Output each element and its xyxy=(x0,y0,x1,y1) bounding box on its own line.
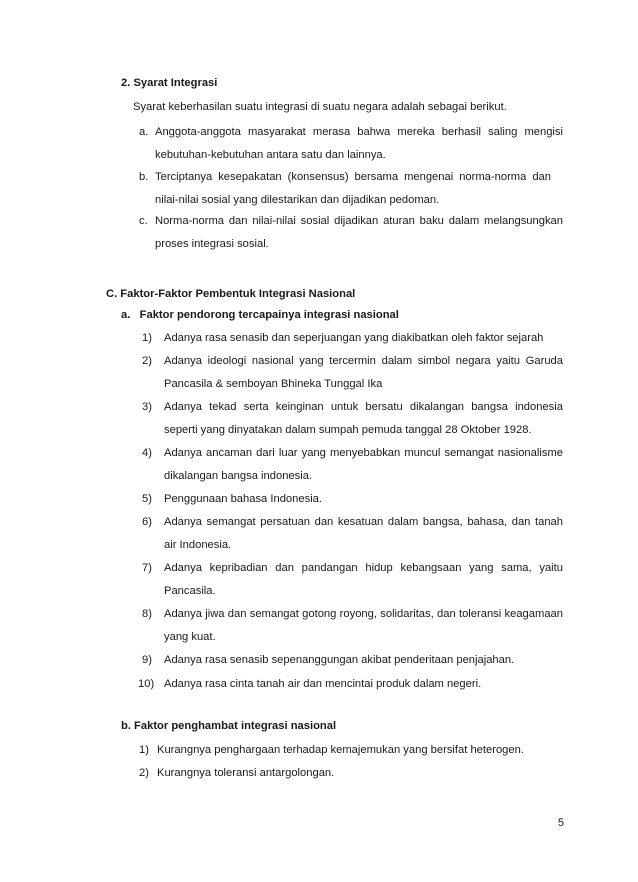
list-item-text: Adanya ancaman dari luar yang menyebabkan muncul semangat nasionalisme dikalangan bangsa indonesia. xyxy=(164,447,563,482)
list-item-text: Penggunaan bahasa Indonesia. xyxy=(164,493,323,505)
list-item-text: Norma-norma dan nilai-nilai sosial dijadikan aturan baku dalam melangsungkan proses integrasi sosial. xyxy=(155,215,563,250)
list-item xyxy=(139,210,563,256)
list-marker: 8) xyxy=(142,608,152,620)
section-heading-faktor-pembentuk: C. Faktor-Faktor Pembentuk Integrasi Nasional xyxy=(106,288,356,300)
list-item xyxy=(142,488,563,511)
list-item xyxy=(142,442,563,488)
list-item xyxy=(139,762,563,785)
subsection-heading-pendorong: a. Faktor pendorong tercapainya integrasi nasional xyxy=(121,309,399,321)
subsection-heading-penghambat: b. Faktor penghambat integrasi nasional xyxy=(121,720,337,732)
list-item-text: Terciptanya kesepakatan (konsensus) bersama mengenai norma-norma dan nilai-nilai sosial yang dilestarikan dan dijadikan pedoman. xyxy=(155,171,551,206)
list-marker: 7) xyxy=(142,562,152,574)
list-item xyxy=(142,603,563,649)
list-marker: 5) xyxy=(142,493,152,505)
list-marker: 1) xyxy=(139,744,149,756)
list-item xyxy=(142,649,563,672)
list-marker: 2) xyxy=(139,767,149,779)
list-marker: a. xyxy=(139,126,149,138)
section-intro: Syarat keberhasilan suatu integrasi di suatu negara adalah sebagai berikut. xyxy=(133,101,507,113)
page-number: 5 xyxy=(557,817,564,829)
list-item xyxy=(142,511,563,557)
list-item-text: Adanya kepribadian dan pandangan hidup kebangsaan yang sama, yaitu Pancasila. xyxy=(164,562,563,597)
list-item-text: Adanya tekad serta keinginan untuk bersatu dikalangan bangsa indonesia seperti yang dinyatakan dalam sumpah pemuda tanggal 28 Oktober 1928. xyxy=(164,401,563,436)
list-marker: 1) xyxy=(142,332,152,344)
list-item xyxy=(142,350,563,396)
list-item-text: Anggota-anggota masyarakat merasa bahwa mereka berhasil saling mengisi kebutuhan-kebutuhan antara satu dan lainnya. xyxy=(155,126,563,161)
list-item xyxy=(139,121,563,167)
list-marker: 10) xyxy=(138,678,155,690)
list-item-text: Adanya ideologi nasional yang tercermin dalam simbol negara yaitu Garuda Pancasila & semboyan Bhineka Tunggal Ika xyxy=(164,355,563,390)
list-marker: 2) xyxy=(142,355,152,367)
list-item xyxy=(142,327,563,350)
list-item xyxy=(139,166,563,212)
list-item xyxy=(139,739,563,762)
list-item-text: Adanya jiwa dan semangat gotong royong, solidaritas, dan toleransi keagamaan yang kuat. xyxy=(164,608,563,643)
list-item xyxy=(138,673,563,696)
list-item-text: Adanya rasa senasib sepenanggungan akibat penderitaan penjajahan. xyxy=(164,654,515,666)
list-marker: 3) xyxy=(142,401,152,413)
list-marker: 4) xyxy=(142,447,152,459)
list-marker: c. xyxy=(139,215,148,227)
list-marker: b. xyxy=(139,171,149,183)
list-item-text: Kurangnya toleransi antargolongan. xyxy=(157,767,335,779)
section-heading-syarat-integrasi: 2. Syarat Integrasi xyxy=(121,77,218,89)
list-item xyxy=(142,396,563,442)
list-item-text: Adanya rasa senasib dan seperjuangan yang diakibatkan oleh faktor sejarah xyxy=(164,332,544,344)
list-item-text: Adanya rasa cinta tanah air dan mencintai produk dalam negeri. xyxy=(164,678,482,690)
list-item-text: Adanya semangat persatuan dan kesatuan dalam bangsa, bahasa, dan tanah air Indonesia. xyxy=(164,516,563,551)
list-marker: 6) xyxy=(142,516,152,528)
list-marker: 9) xyxy=(142,654,152,666)
list-item-text: Kurangnya penghargaan terhadap kemajemukan yang bersifat heterogen. xyxy=(157,744,524,756)
list-item xyxy=(142,557,563,603)
